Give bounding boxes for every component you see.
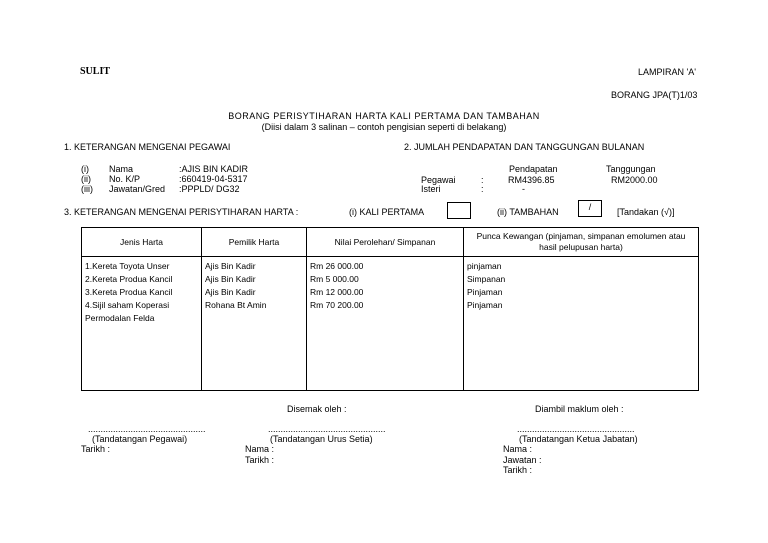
section2-heading: 2. JUMLAH PENDAPATAN DAN TANGGUNGAN BULANAN	[404, 142, 645, 152]
cell-pemilik: Ajis Bin Kadir	[205, 274, 256, 284]
table-cells	[82, 257, 202, 391]
s1-num: (ii)	[81, 174, 91, 184]
cell-pemilik: Ajis Bin Kadir	[205, 287, 256, 297]
s1-value: :AJIS BIN KADIR	[179, 164, 249, 174]
cell-pemilik: Rohana Bt Amin	[205, 300, 267, 310]
option-tambahan: (ii) TAMBAHAN	[497, 207, 559, 217]
s2-pendapatan: -	[522, 184, 525, 194]
cell-jenis: 1.Kereta Toyota Unser	[85, 261, 170, 271]
section1-heading: 1. KETERANGAN MENGENAI PEGAWAI	[64, 142, 231, 152]
s1-label: Jawatan/Gred	[109, 184, 166, 194]
s2-label: Isteri	[421, 184, 441, 194]
option-kali-pertama: (i) KALI PERTAMA	[349, 207, 425, 217]
cell-jenis: 3.Kereta Produa Kancil	[85, 287, 173, 297]
table-cells	[307, 257, 464, 391]
s1-num: (iii)	[81, 184, 93, 194]
cell-punca: Pinjaman	[467, 300, 503, 310]
s2-pendapatan: RM4396.85	[508, 175, 555, 185]
kali-pertama-checkbox[interactable]	[447, 202, 471, 219]
form-title: BORANG PERISYTIHARAN HARTA KALI PERTAMA DAN TAMBAHAN	[228, 111, 540, 121]
col-pendapatan: Pendapatan	[509, 164, 558, 174]
cell-nilai: Rm 26 000.00	[310, 261, 364, 271]
sulit-label: SULIT	[80, 66, 111, 77]
s1-label: Nama	[109, 164, 134, 174]
cell-nilai: Rm 12 000.00	[310, 287, 364, 297]
s2-sep: :	[481, 175, 484, 185]
tandatangan-urus-setia: (Tandatangan Urus Setia)	[270, 434, 373, 444]
lampiran-label: LAMPIRAN 'A'	[638, 67, 696, 77]
tarikh-urus-setia: Tarikh :	[245, 455, 275, 465]
tarikh-pegawai: Tarikh :	[81, 444, 111, 454]
harta-table	[81, 227, 699, 391]
tambahan-checkbox[interactable]: /	[578, 200, 602, 217]
s1-value: :660419-04-5317	[179, 174, 248, 184]
cell-nilai: Rm 70 200.00	[310, 300, 364, 310]
cell-nilai: Rm 5 000.00	[310, 274, 359, 284]
signature-line-ketua: ...............................................	[517, 424, 635, 434]
s2-tanggungan: RM2000.00	[611, 175, 658, 185]
header-punca: Punca Kewangan (pinjaman, simpanan emolumen atau hasil pelupusan harta)	[464, 228, 699, 257]
s1-num: (i)	[81, 164, 89, 174]
cell-punca: Pinjaman	[467, 287, 503, 297]
tarikh-ketua: Tarikh :	[503, 465, 533, 475]
header-nilai: Nilai Perolehan/ Simpanan	[307, 228, 464, 257]
col-tanggungan: Tanggungan	[606, 164, 656, 174]
table-cells	[464, 257, 699, 391]
diambil-label: Diambil maklum oleh :	[535, 404, 624, 414]
table-row	[82, 257, 699, 391]
tandatangan-ketua: (Tandatangan Ketua Jabatan)	[519, 434, 638, 444]
form-subtitle: (Diisi dalam 3 salinan – contoh pengisian seperti di belakang)	[261, 122, 507, 132]
table-header-row	[82, 228, 699, 257]
header-jenis-harta: Jenis Harta	[82, 228, 202, 257]
cell-jenis: 2.Kereta Produa Kancil	[85, 274, 173, 284]
signature-line-urus-setia: ...............................................	[268, 424, 386, 434]
signature-line-pegawai: ...............................................	[88, 424, 206, 434]
s1-label: No. K/P	[109, 174, 141, 184]
nama-ketua: Nama :	[503, 444, 533, 454]
tandakan-note: [Tandakan (√)]	[617, 207, 675, 217]
tandatangan-pegawai: (Tandatangan Pegawai)	[92, 434, 188, 444]
table-cells	[202, 257, 307, 391]
section3-heading: 3. KETERANGAN MENGENAI PERISYTIHARAN HARTA :	[64, 207, 299, 217]
s2-label: Pegawai	[421, 175, 456, 185]
cell-punca: pinjaman	[467, 261, 502, 271]
s2-sep: :	[481, 184, 484, 194]
cell-pemilik: Ajis Bin Kadir	[205, 261, 256, 271]
jawatan-ketua: Jawatan :	[503, 455, 542, 465]
header-pemilik-harta: Pemilik Harta	[202, 228, 307, 257]
borang-code: BORANG JPA(T)1/03	[611, 90, 698, 100]
cell-jenis: 4.Sijil saham Koperasi Permodalan Felda	[85, 300, 170, 323]
disemak-label: Disemak oleh :	[287, 404, 347, 414]
cell-punca: Simpanan	[467, 274, 506, 284]
nama-urus-setia: Nama :	[245, 444, 275, 454]
s1-value: :PPPLD/ DG32	[179, 184, 240, 194]
